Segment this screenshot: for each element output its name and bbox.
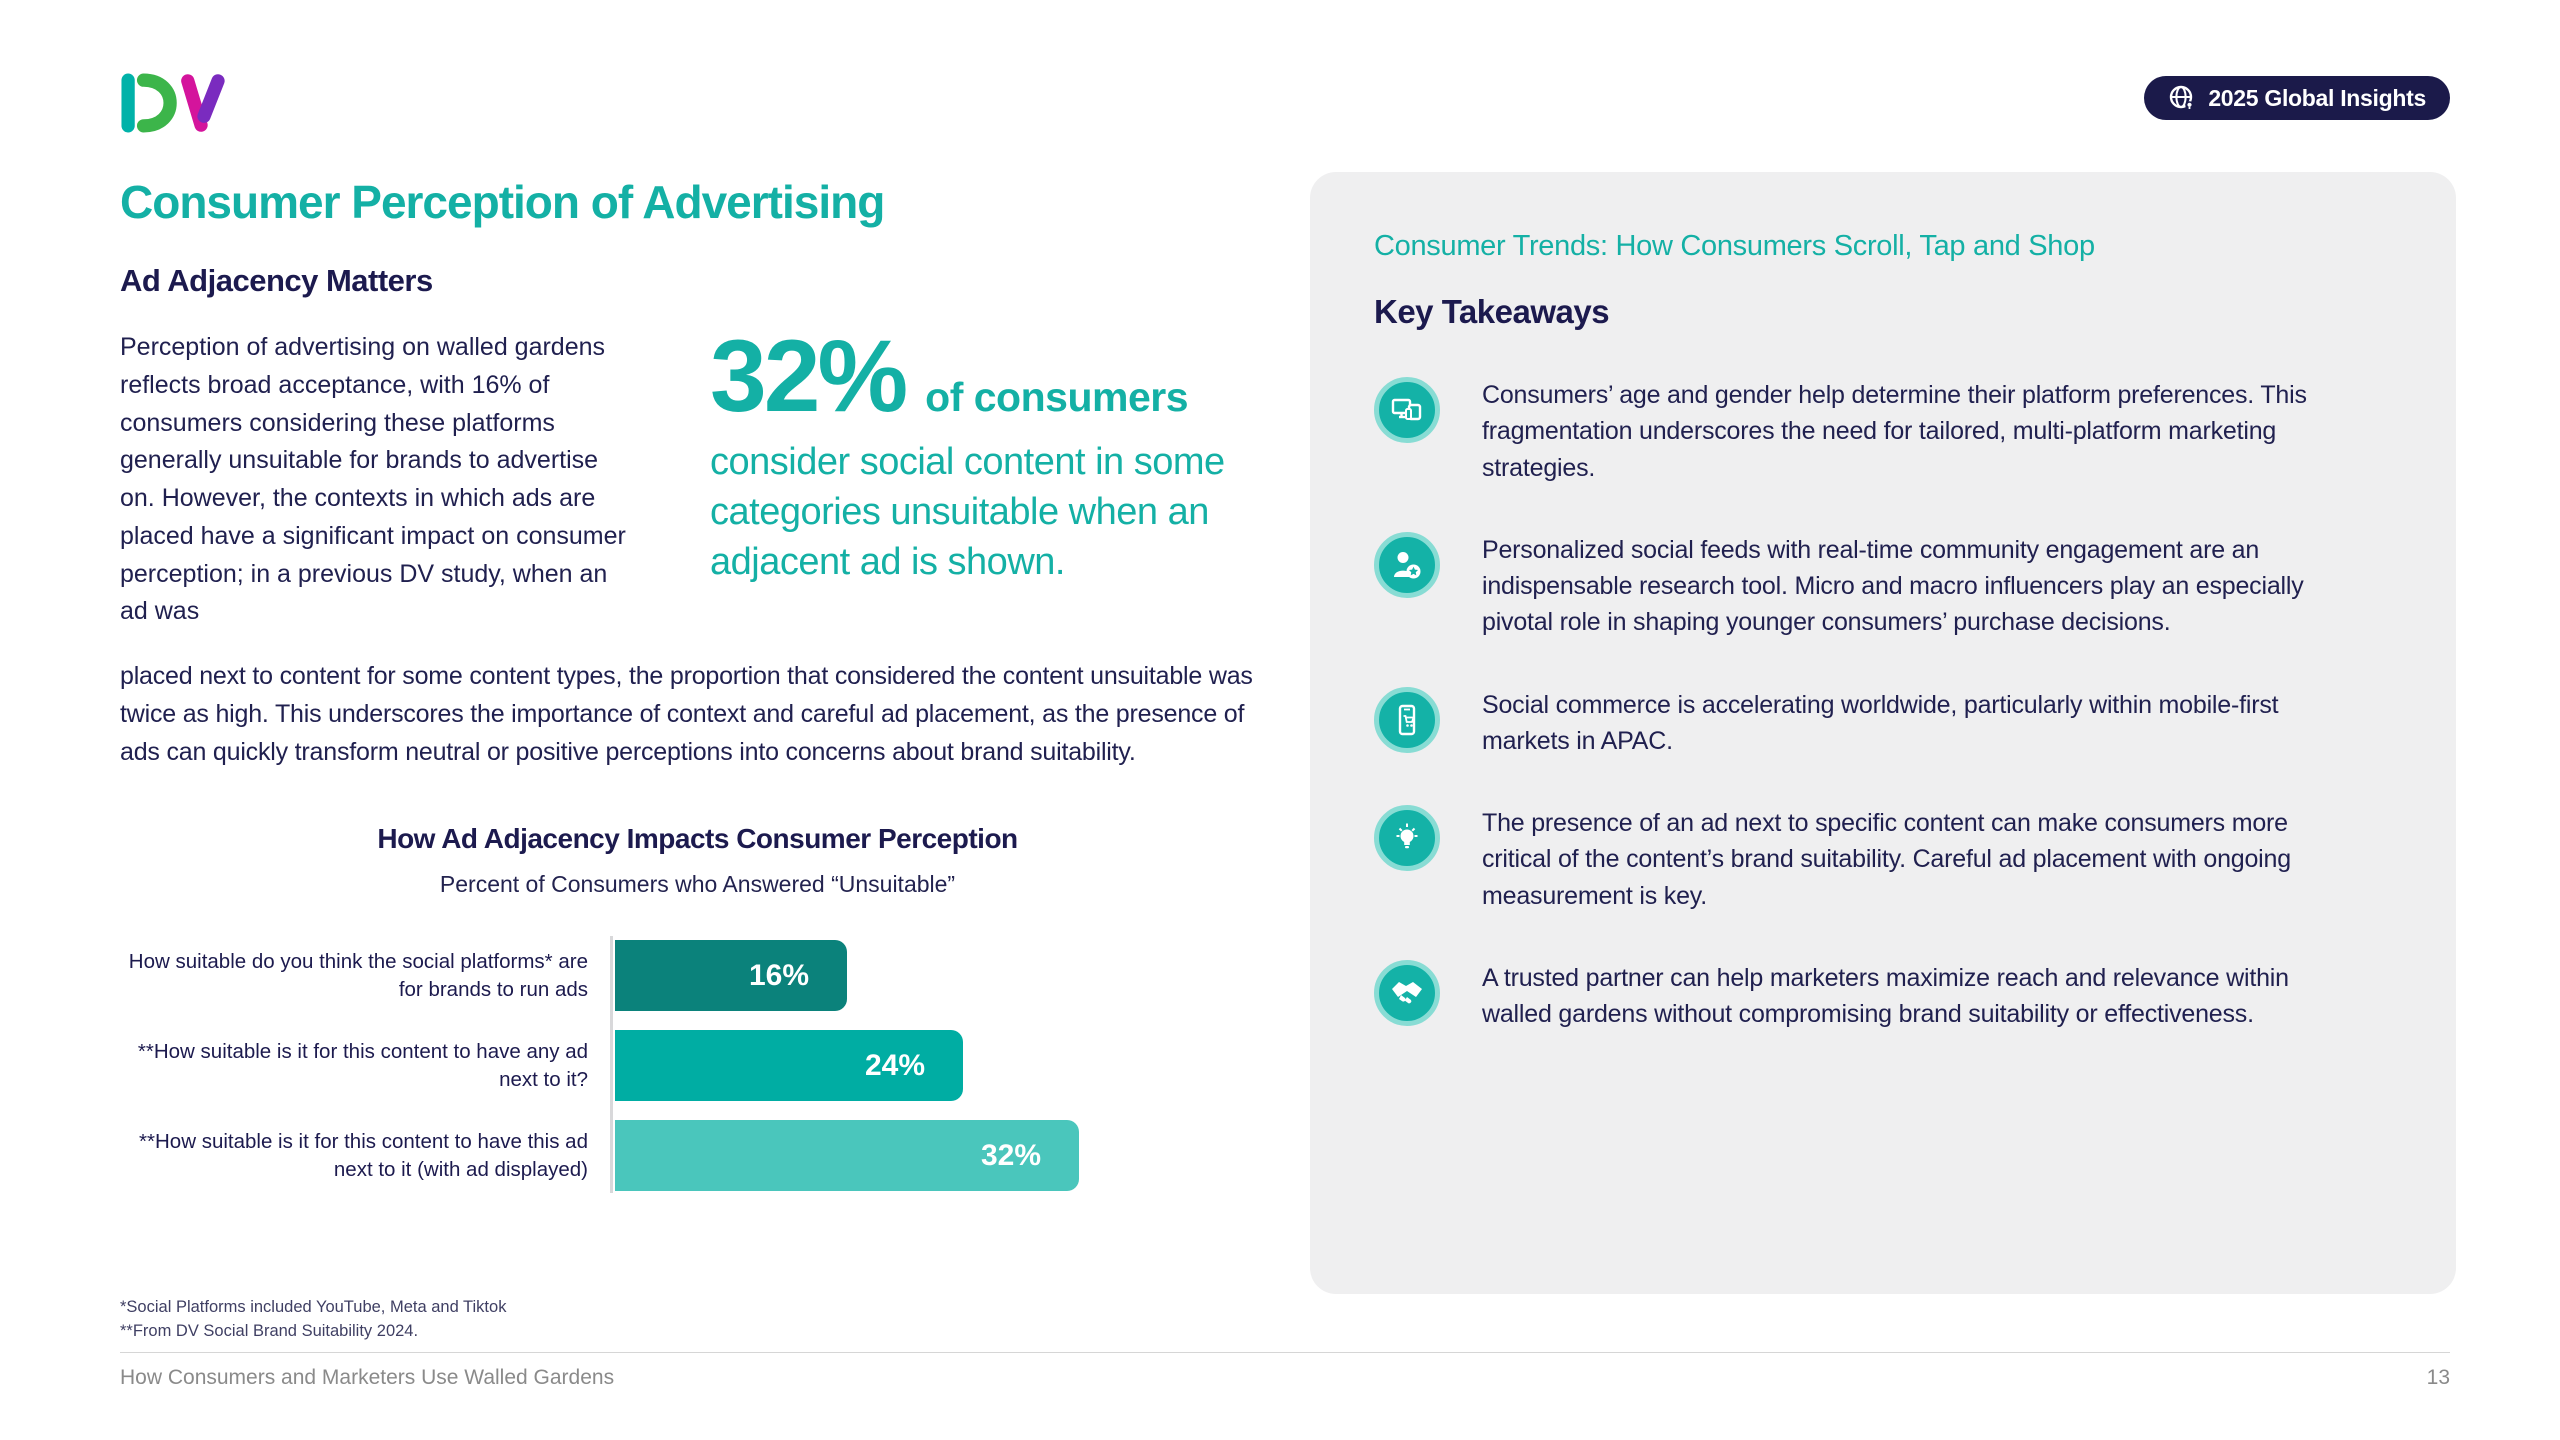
chart-subtitle: Percent of Consumers who Answered “Unsuitable” xyxy=(439,871,956,897)
influencer-icon xyxy=(1374,532,1440,598)
page-title: Consumer Perception of Advertising xyxy=(120,176,885,228)
badge-label: 2025 Global Insights xyxy=(2208,84,2426,111)
takeaway-item xyxy=(1374,532,2392,641)
takeaway-item xyxy=(1374,805,2392,914)
globe-icon xyxy=(2168,84,2196,112)
takeaway-text: Social commerce is accelerating worldwide, particularly within mobile-first markets in APAC. xyxy=(1482,690,2279,755)
footnote: **From DV Social Brand Suitability 2024. xyxy=(120,1321,419,1340)
chart-row xyxy=(120,1120,1275,1191)
bar-chart xyxy=(120,823,1275,1191)
footnote: *Social Platforms included YouTube, Meta and Tiktok xyxy=(120,1298,507,1316)
chart-category-label: **How suitable is it for this content to have any ad next to it? xyxy=(137,1039,588,1091)
intro-paragraph: Perception of advertising on walled gardens reflects broad acceptance, with 16% of consumers considering these platforms generally unsuitable for brands to advertise on. However, the contexts in which ads are placed have a significant impact on consumer perception; in a previous DV study, when an ad was xyxy=(120,333,626,626)
footnotes xyxy=(120,1296,506,1344)
dv-logo xyxy=(120,72,232,139)
stat-value: 32% xyxy=(710,319,906,433)
bar xyxy=(615,940,847,1011)
stat-lead: of consumers xyxy=(925,374,1188,420)
main-content xyxy=(120,175,1275,1210)
takeaway-text: A trusted partner can help marketers maximize reach and relevance within walled gardens without compromising brand suitability or effectiveness. xyxy=(1482,963,2289,1028)
bar-cell xyxy=(615,940,847,1011)
page-number: 13 xyxy=(2426,1366,2450,1389)
bar-value-label: 24% xyxy=(864,1048,925,1082)
chart-category-label: **How suitable is it for this content to have this ad next to it (with ad displayed) xyxy=(139,1129,588,1181)
dv-logo-icon xyxy=(120,72,232,134)
bar-cell xyxy=(615,1120,1079,1191)
stat-headline xyxy=(710,319,1275,433)
takeaway-item xyxy=(1374,960,2392,1033)
panel-title: Key Takeaways xyxy=(1374,293,1610,330)
key-takeaways-panel xyxy=(1310,172,2456,1294)
handshake-icon xyxy=(1374,960,1440,1026)
global-insights-badge xyxy=(2144,76,2450,120)
intro-paragraph-continued: placed next to content for some content types, the proportion that considered the content unsuitable was twice as high. This underscores the importance of context and careful ad placement, as the presence of ads can quickly transform neutral or positive perceptions into concerns about brand suitability. xyxy=(120,662,1253,766)
mobile-shopping-icon xyxy=(1374,687,1440,753)
bar-cell xyxy=(615,1030,963,1101)
takeaway-text: Personalized social feeds with real-time community engagement are an indispensable research tool. Micro and macro influencers play an especially pivotal role in shaping younger consumers’ purchase decisions. xyxy=(1482,535,2304,637)
bar xyxy=(615,1120,1079,1191)
footer-divider xyxy=(120,1352,2450,1353)
chart-row xyxy=(120,940,1275,1011)
intro-row xyxy=(120,319,1275,631)
takeaway-text: Consumers’ age and gender help determine their platform preferences. This fragmentation underscores the need for tailored, multi-platform marketing strategies. xyxy=(1482,381,2307,482)
chart-body xyxy=(120,940,1275,1191)
chart-axis-line xyxy=(610,936,613,1193)
takeaway-item xyxy=(1374,377,2392,486)
chart-title: How Ad Adjacency Impacts Consumer Perception xyxy=(377,823,1018,854)
footer-title: How Consumers and Marketers Use Walled Gardens xyxy=(120,1366,615,1389)
chart-row xyxy=(120,1030,1275,1101)
bar-value-label: 32% xyxy=(980,1138,1041,1172)
lightbulb-icon xyxy=(1374,805,1440,871)
stat-text: consider social content in some categories unsuitable when an adjacent ad is shown. xyxy=(710,440,1225,584)
bar-value-label: 16% xyxy=(748,958,809,992)
takeaway-text: The presence of an ad next to specific content can make consumers more critical of the content’s brand suitability. Careful ad placement with ongoing measurement is key. xyxy=(1482,809,2291,910)
takeaway-item xyxy=(1374,687,2392,760)
section-subtitle: Ad Adjacency Matters xyxy=(120,263,433,298)
chart-category-label: How suitable do you think the social platforms* are for brands to run ads xyxy=(128,949,588,1001)
panel-header: Consumer Trends: How Consumers Scroll, Tap and Shop xyxy=(1374,230,2095,262)
stat-callout xyxy=(710,319,1275,631)
devices-icon xyxy=(1374,377,1440,443)
bar xyxy=(615,1030,963,1101)
